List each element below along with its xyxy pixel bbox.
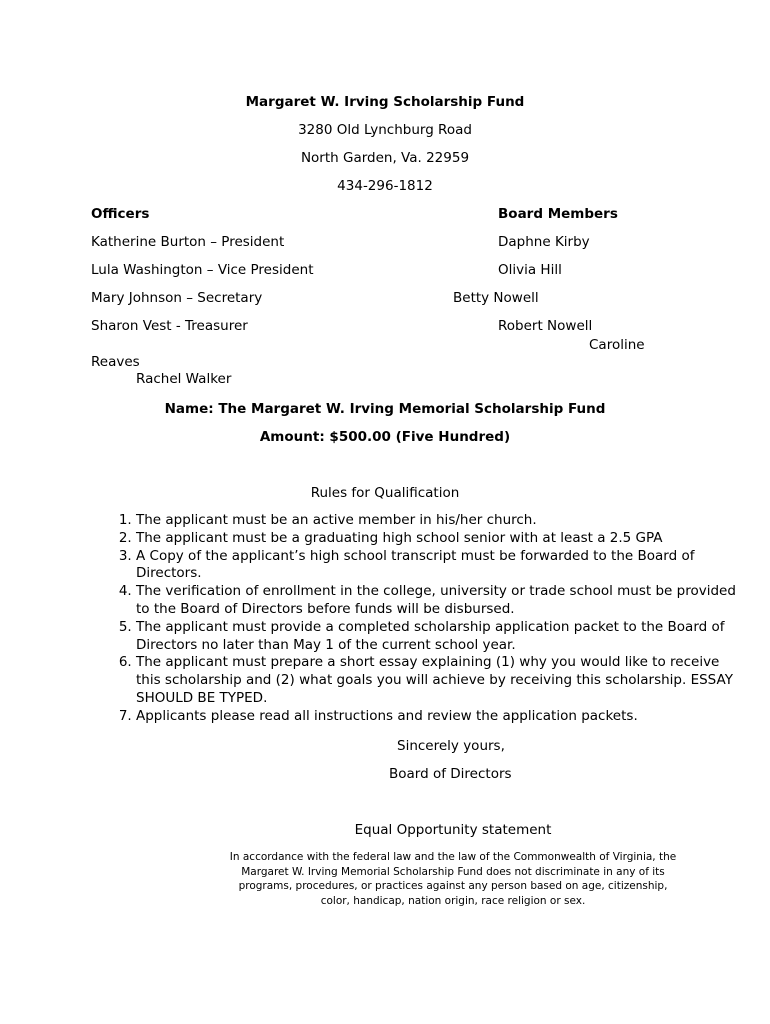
- rule-item: 7. Applicants please read all instructions and review the application packets.: [136, 708, 736, 726]
- rule-item: 5. The applicant must provide a completed scholarship application packet to the Board of Directors no later than May 1 of the current school year.: [136, 619, 736, 655]
- rules-heading: Rules for Qualification: [310, 485, 460, 501]
- rule-item: 2. The applicant must be a graduating high school senior with at least a 2.5 GPA: [136, 530, 736, 548]
- officer-secretary: Mary Johnson – Secretary: [91, 290, 263, 306]
- fund-amount: Amount: $500.00 (Five Hundred): [259, 429, 511, 445]
- board-member: Betty Nowell: [453, 290, 539, 306]
- fund-name: Name: The Margaret W. Irving Memorial Scholarship Fund: [164, 401, 606, 417]
- address-line-1: 3280 Old Lynchburg Road: [298, 122, 472, 138]
- rule-item: 1. The applicant must be an active member in his/her church.: [136, 512, 736, 530]
- address-line-2: North Garden, Va. 22959: [300, 150, 470, 166]
- board-member: Rachel Walker: [136, 371, 232, 387]
- document-title: Margaret W. Irving Scholarship Fund: [245, 94, 525, 110]
- eeo-statement: In accordance with the federal law and the law of the Commonwealth of Virginia, the Margaret W. Irving Memorial Scholarship Fund does not discriminate in any of its programs, procedures, or practices against any person based on age, citizenship, color, handicap, nation origin, race religion or sex.: [229, 851, 677, 907]
- officer-president: Katherine Burton – President: [91, 234, 285, 250]
- rule-item: 4. The verification of enrollment in the college, university or trade school must be provided to the Board of Directors before funds will be disbursed.: [136, 583, 736, 619]
- closing-salutation: Sincerely yours,: [397, 738, 505, 754]
- board-member: Daphne Kirby: [498, 234, 590, 250]
- closing-signature: Board of Directors: [389, 766, 512, 782]
- board-member: Caroline: [589, 337, 645, 353]
- phone-number: 434-296-1812: [337, 178, 433, 194]
- board-members-heading: Board Members: [498, 206, 618, 222]
- rule-item: 3. A Copy of the applicant’s high school transcript must be forwarded to the Board of Directors.: [136, 548, 736, 584]
- officer-treasurer: Sharon Vest - Treasurer: [91, 318, 248, 334]
- rules-list: [91, 512, 736, 726]
- officer-vice-president: Lula Washington – Vice President: [91, 262, 314, 278]
- rule-item: 6. The applicant must prepare a short essay explaining (1) why you would like to receive this scholarship and (2) what goals you will achieve by receiving this scholarship. ESSAY SHOULD BE TYPED.: [136, 654, 736, 707]
- eeo-heading: Equal Opportunity statement: [354, 822, 552, 838]
- officers-heading: Officers: [91, 206, 150, 222]
- board-member: Reaves: [91, 354, 140, 370]
- board-member: Olivia Hill: [498, 262, 562, 278]
- board-member: Robert Nowell: [498, 318, 593, 334]
